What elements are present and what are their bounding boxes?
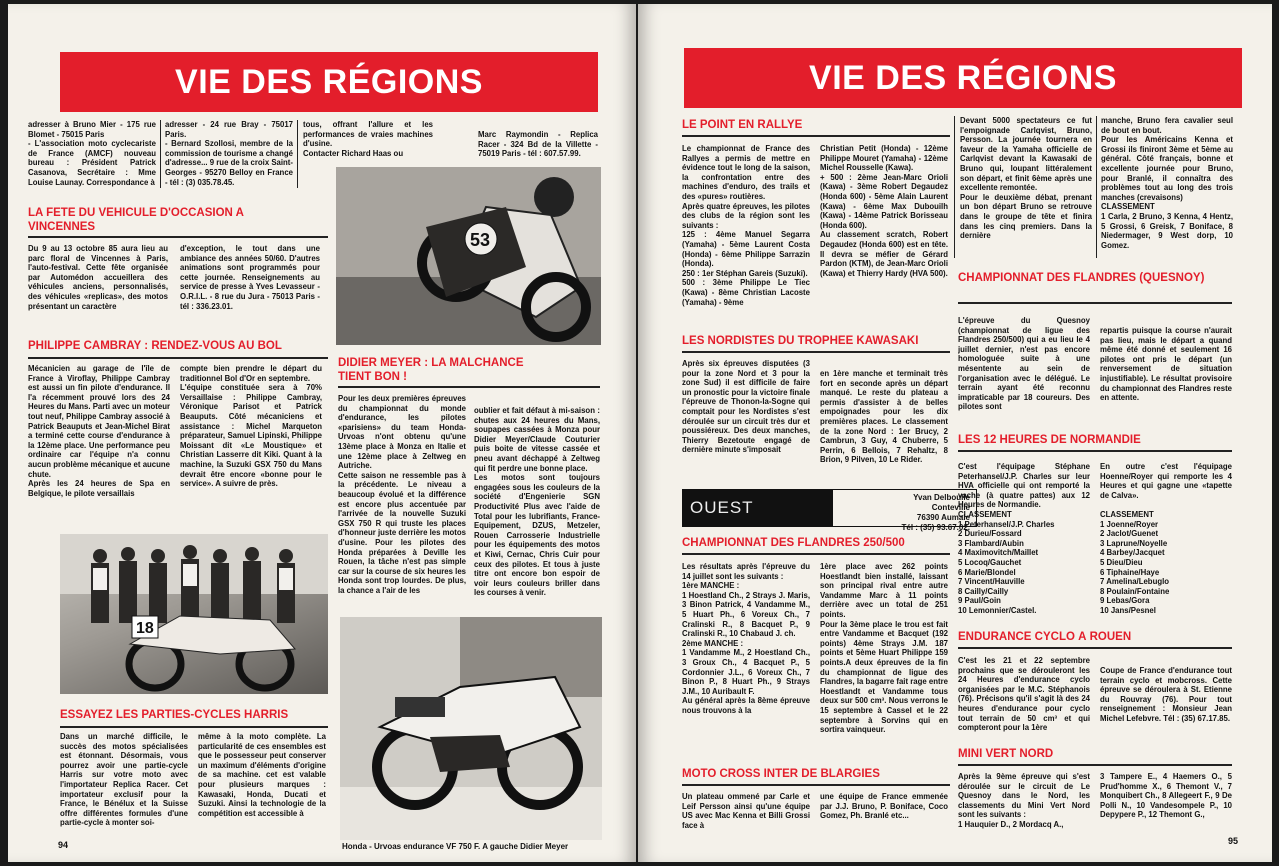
photo-caption: Honda - Urvoas endurance VF 750 F. A gauche Didier Meyer xyxy=(342,842,569,851)
flandres-quesnoy-heading: CHAMPIONNAT DES FLANDRES (QUESNOY) xyxy=(958,272,1205,284)
ouest-address: Yvan Delboulle Conteville 76390 Aumale Tél : (35) 93.67.02. xyxy=(832,489,977,527)
normandie-column-1: C'est l'équipage Stéphane Peterhansel/J.P. Charles sur leur HVA officielle qui ont remporté la vache (à quatre pattes) aux 12 Heures de Normandie. CLASSEMENT 1 Peterhansel/J.P. Charles 2 Durieu/Fossard 3 Flambard/Aubin 4 Maximovitch/Maillet 5 Locoq/Gauchet 6 Marie/Blondel 7 Vincent/Hauville 8 Cailly/Cailly 9 Paul/Goin 10 Lemonnier/Castel. xyxy=(958,462,1090,615)
meyer-heading: DIDIER MEYER : LA MALCHANCE TIENT BON ! xyxy=(338,357,524,383)
ouest-label: OUEST xyxy=(682,489,832,527)
left-page xyxy=(8,4,636,862)
cyclo-heading: ENDURANCE CYCLO À ROUEN xyxy=(958,631,1132,643)
racing-photo xyxy=(336,167,601,345)
left-banner: VIE DES RÉGIONS xyxy=(60,52,598,112)
right-page xyxy=(638,4,1272,862)
top-column-4: Marc Raymondin - Replica Racer - 324 Bd de la Villette - 75019 Paris - tél : 607.57.99. xyxy=(478,130,598,159)
top-column-2: adresser - 24 rue Bray - 75017 Paris. - Bernard Szollosi, membre de la commission de tourisme a changé d'adresse... 9 rue de la croix Saint-Georges - 95270 Belloy en France - tél : (3) 035.78.45. xyxy=(165,120,293,187)
right-banner: VIE DES RÉGIONS xyxy=(684,48,1242,108)
rallye-column-3: Devant 5000 spectateurs ce fut l'empoignade Carlqvist, Bruno, Persson. La journée tournera en faveur de la Yamaha officielle de Carlqvist devant la Kawasaki de Bruno qui, loupant littéralement son départ, et finit 6ème après une excellente remontée. Pour le deuxième débat, prenant un bon départ Bruno se retrouve dans le groupe de tête et finira dans les cinq premiers. Dans la dernière xyxy=(960,116,1092,241)
kawasaki-column-1: Après six épreuves disputées (3 pour la zone Nord et 3 pour la zone Sud) il est difficile de faire un pronostic pour la victoire finale l'épreuve de Thonon-la-Sogne qui comptait pour les Nordistes s'est déroulée sur un circuit très dur et poussiéreux. Des deux manches, Thierry Bezetoute engagé de dernière minute s'imposait xyxy=(682,359,810,455)
page-number-left: 94 xyxy=(58,840,69,850)
cyclo-column-2: Coupe de France d'endurance tout terrain cyclo et mobcross. Cette épreuve se déroulera à St. Etienne du Rouvray (76). Pour tout renseignement : Monsieur Jean Michel Lefebvre. Tél : (35) 67.17.85. xyxy=(1100,666,1232,723)
normandie-heading: LES 12 HEURES DE NORMANDIE xyxy=(958,434,1141,446)
page-number-right: 95 xyxy=(1228,836,1239,846)
harris-heading: ESSAYEZ LES PARTIES-CYCLES HARRIS xyxy=(60,709,289,721)
cyclo-column-1: C'est les 21 et 22 septembre prochains que se dérouleront les 24 Heures d'endurance cyclo organisées par le M.C. Stéphanois (76). Précisons qu'il s'agit là des 24 heures d'endurance pour cyclo tout terrain de 50 cm³ et qui compteront pour la 1ère xyxy=(958,656,1090,733)
rallye-column-1: Le championnat de France des Rallyes a permis de mettre en évidence tout le long de la saison, la confrontation entre des machines d'enduro, des trails et des «pures» routières. Après quatre épreuves, les pilotes des clubs de la région sont les suivants : 125 : 4ème Manuel Segarra (Yamaha) - 5ème Laurent Costa (Honda) - 6ème Philippe Sarrazin (Honda). 250 : 1er Stéphan Gareis (Suzuki). 500 : 3ème Philippe Le Tiec (Kawa) - 8ème Christian Lacoste (Yamaha) - 9ème xyxy=(682,144,810,307)
flandres-column-1: Les résultats après l'épreuve du 14 juillet sont les suivants : 1ère MANCHE : 1 Hoestland Ch., 2 Strays J. Maris, 3 Binon Patrick, 4 Vandamme M., 5 Huart Ph., 6 Voreux Ch., 7 Cralinski R., 8 Bacquet P., 9 Cralinski R., 10 Chabaud J. ch. 2ème MANCHE : 1 Vandamme M., 2 Hoestland Ch., 3 Groux Ch., 4 Bacquet P., 5 Cordonnier J.L., 6 Voreux Ch., 7 Binon P., 8 Huart Ph., 9 Strays J.M., 10 Auribault F. Au général après la 8ème épreuve nous trouvons à la xyxy=(682,562,810,715)
meyer-column-2: oublier et fait défaut à mi-saison : chutes aux 24 heures du Mans, soupapes cassées à Monza pour Didier Meyer/Claude Couturier puis boite de vitesse cassée et pneu avant déchappé à Zeltweg qui fit perdre une bonne place. Les motos sont toujours engagées sous les couleurs de la société d'Engenierie SGN Productivité Plus avec l'aide de Total pour les lubrifiants, France-Equipement, DZUS, Metzeler, Rouen Carrosserie Industrielle pour les équipements des motos et Kiwi, Cernac, Chris Cuir pour ceux des pilotes. Et tous à juste titre ont encore bon espoir de voir leurs couleurs briller dans les courses à venir. xyxy=(474,406,600,598)
racing-photo-illustration xyxy=(336,167,601,345)
flandres-quesnoy-column-2: repartis puisque la course n'aurait pas lieu, mais le départ a quand même été donné et seulement 16 pilotes ont pris le départ (un renversement de situation injustifiable). Le résultat provisoire du championnat des Flandres reste en attente. xyxy=(1100,326,1232,403)
harris-column-2: même à la moto complète. La particularité de ces ensembles est que le possesseur peut conserver un maximum d'éléments d'origine de sa machine. cet est valable pour plusieurs marques : Kawasaki, Honda, Ducati et Suzuki. Ainsi la technologie de la compétition est accessible à xyxy=(198,732,326,818)
svg-text:18: 18 xyxy=(136,620,154,637)
flandres-quesnoy-column-1: L'épreuve du Quesnoy (championnat de ligue des Flandres 250/500) qui a eu lieu le 4 juillet dernier, n'est pas encore homologuée suite à une mésentente au sein de l'organisation avec le délégué. Le terrain ayant été reconnu impraticable par 18 coureurs. Des pilotes sont xyxy=(958,316,1090,412)
kawasaki-column-2: en 1ère manche et terminait très fort en seconde après un départ manqué. Le reste du plateau a permis d'assister à de belles empoignades pour les dix premières places. Le classement de la zone Nord : 1er Brucy, 2 Cambrun, 3 Guy, 4 Chuberre, 5 Perrin, 6 Bellois, 7 Rehaltz, 8 Brion, 9 Pilven, 10 Le Rider. xyxy=(820,369,948,465)
svg-text:53: 53 xyxy=(470,230,491,250)
blargies-heading: MOTO CROSS INTER DE BLARGIES xyxy=(682,768,880,780)
fete-heading: LA FÊTE DU VÉHICULE D'OCCASION A VINCENNES xyxy=(28,207,244,233)
kawasaki-heading: LES NORDISTES DU TROPHÉE KAWASAKI xyxy=(682,335,919,347)
fete-column-2: d'exception, le tout dans une ambiance des années 50/60. D'autres animations sont programmés pour cette journée. Renseignements au service de presse à Yves Levasseur - O.R.I.L. - 8 rue du Jura - 75013 Paris - tél : 336.23.01. xyxy=(180,244,320,311)
fete-column-1: Du 9 au 13 octobre 85 aura lieu au parc floral de Vincennes à Paris, l'auto-festival. Cette fête organisée par Automédon accueillera des véhicules anciens, personnalisés, des véhicules «replicas», des motos présentant un caractère xyxy=(28,244,168,311)
top-column-1: adresser à Bruno Mier - 175 rue Blomet - 75015 Paris - L'association moto cyclecariste de France (AMCF) nouveau bureau : Président Patrick Casanova, Secrétaire : Mme Louise Launay. Correspondance à xyxy=(28,120,156,187)
rallye-heading: LE POINT EN RALLYE xyxy=(682,119,803,131)
flandres-column-2: 1ère place avec 262 points Hoestlandt bien installé, laissant son principal rival entre autre Vandamme Marc à 11 points derrière avec un total de 251 points. Pour la 3ème place le trou est fait entre Vandamme et Bacquet (192 points) 4ème Strays J.M. 187 points et 5ème Huart Philippe 159 points.A deux épreuves de la fin du championnat de ligue des Flandres, la bagarre fait rage entre Hoestlandt et Vandamme tous deux sur 500 cm³. Nous verrons le 15 septembre à Cassel et le 22 septembre à Sorvins qui en sortira vainqueur. xyxy=(820,562,948,735)
team-photo xyxy=(60,534,328,694)
honda-urvoas-photo xyxy=(340,617,602,840)
rallye-column-4: manche, Bruno fera cavalier seul de bout en bout. Pour les Américains Kenna et Grossi ils finiront 3ème et 5ème au général. Côté français, bonne et excellente journée pour Bruno, pour Branlé, il connaîtra des problèmes tout au long des trois manches (crevaisons) CLASSEMENT 1 Carla, 2 Bruno, 3 Kenna, 4 Hentz, 5 Grossi, 6 Greisk, 7 Boniface, 8 Niedermager, 9 West dorp, 10 Gomez. xyxy=(1101,116,1233,250)
honda-photo-illustration xyxy=(340,617,602,840)
cambray-heading: PHILIPPE CAMBRAY : RENDEZ-VOUS AU BOL xyxy=(28,340,282,352)
meyer-column-1: Pour les deux premières épreuves du championnat du monde d'endurance, les pilotes «parisiens» du team Honda-Urvoas n'ont obtenu qu'une 13ème place à Monza en Italie et une 12ème place à Zeltweg en Autriche. Cette saison ne ressemble pas à la précédente. Le niveau a beaucoup évolué et la différence est encore plus accentuée par l'arrivée de la nouvelle Suzuki GSX 750 R qui truste les places d'honneur juste derrière les motos d'usine. Pour les pilotes des Honda préparées à Deville les Rouen, la tâche n'est pas simple car sur la course de six heures les Honda sont trop lourdes. De plus, la chance a l'air de les xyxy=(338,394,466,595)
normandie-column-2: En outre c'est l'équipage Hoenne/Royer qui remporte les 4 Heures et qui gagne une «tapette de Calva». CLASSEMENT 1 Joenne/Royer 2 Jaclot/Guenet 3 Laprune/Noyelle 4 Barbey/Jacquet 5 Dieu/Dieu 6 Tiphaine/Haye 7 Amelina/Lebuglo 8 Poulain/Fontaine 9 Lebas/Gora 10 Jans/Pesnel xyxy=(1100,462,1232,615)
rallye-column-2: Christian Petit (Honda) - 12ème Philippe Mouret (Yamaha) - 12ème Michel Rousselle (Kawa). + 500 : 2ème Jean-Marc Orioli (Kawa) - 3ème Robert Degaudez (Honda 600) - 5ème Alain Laurent (Kawa) - 6ème Max Dubouilh (Kawa) - 14ème Patrick Borisseau (Honda 600). Au classement scratch, Robert Degaudez (Honda 600) est en tête. Il devra se méfier de Gérard Pardon (KTM), de Jean-Marc Orioli (Kawa) et Thierry Hardy (HVA 500). xyxy=(820,144,948,278)
harris-column-1: Dans un marché difficile, le succès des motos spécialisées est étonnant. Désormais, vous pourrez avoir une partie-cycle Harris sur votre moto avec l'importateur Replica Racer. Cet importateur exclusif pour la France, le Bénélux et la Suisse offre différentes formules d'une partie-cycle à monter soi- xyxy=(60,732,188,828)
team-photo-illustration xyxy=(60,534,328,694)
ouest-box xyxy=(682,489,977,532)
top-column-3: tous, offrant l'allure et les performances de vraies machines d'usine. Contacter Richard Haas ou xyxy=(303,120,433,158)
mini-vert-column-1: Après la 9ème épreuve qui s'est déroulée sur le circuit de Le Quesnoy dans le Nord, les classements du Mini Vert Nord sont les suivants : 1 Hauquier D., 2 Mordacq A., xyxy=(958,772,1090,829)
blargies-column-2: une équipe de France emmenée par J.J. Bruno, P. Boniface, Coco Gomez, Ph. Branlé etc... xyxy=(820,792,948,821)
mini-vert-column-2: 3 Tampere E., 4 Haemers O., 5 Prud'homme X., 6 Themont V., 7 Monquibert Ch., 8 Allegeert F., 9 De Polli N., 10 Vandesompele P., 10 Depypere P., 12 Themont G., xyxy=(1100,772,1232,820)
mini-vert-heading: MINI VERT NORD xyxy=(958,748,1054,760)
cambray-column-1: Mécanicien au garage de l'île de France à Viroflay, Philippe Cambray est aussi un fin pilote d'endurance. Il l'a récemment prouvé lors des 24 Heures du Mans. Parti avec un moteur tout neuf, Philippe Cambray associé à Patrick Beauputs et Jean-Michel Birat a terminé cette course d'endurance à la 12ème place. Une performance peu ordinaire car l'équipe n'a connu aucun problème mécanique et aucune chute. Après les 24 heures de Spa en Belgique, le pilote versaillais xyxy=(28,364,170,498)
cambray-column-2: compte bien prendre le départ du traditionnel Bol d'Or en septembre. L'équipe constituée sera à 70% Versaillaise : Philippe Cambray, Véronique Parisot et Patrick Beauputs. Côté mécaniciens et assistance : Michel Marqueton préparateur, Samuel Lipinski, Philippe Moissant dit «Le Moustique» et Christian Lasserre dit Kiki. Quant à la machine, la Suzuki GSX 750 du Mans devrait être encore «bonne pour le service». A suivre de près. xyxy=(180,364,322,489)
flandres-heading: CHAMPIONNAT DES FLANDRES 250/500 xyxy=(682,537,905,549)
blargies-column-1: Un plateau ommené par Carle et Leif Persson ainsi qu'une équipe US avec Mac Kenna et Billi Grossi face à xyxy=(682,792,810,830)
